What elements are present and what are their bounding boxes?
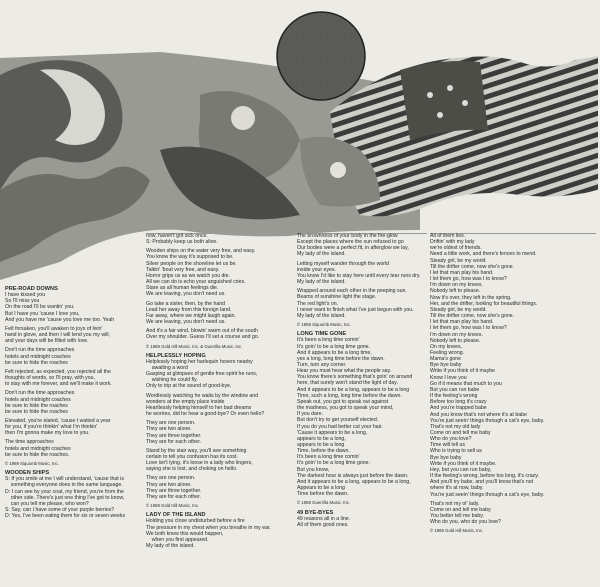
- copyright-line: © 1969 Guerrilla Music, Inc.: [297, 500, 351, 506]
- lyric-verse: Don't run the time approaches hotels and midnight coaches be sure to hide the roaches be sure to hide the roaches: [5, 390, 75, 415]
- lyric-verse: Elevated, you're elated, 'cause I waited a year for you, if you're thinkin' what I'm thinkin' then I'm gonna make my love to you.: [5, 417, 111, 437]
- lyric-verse: Felt forsaken, you'll awaken to joys of livin' hand in glove, and then I will lend you my will, and your days will be filled with love.: [5, 325, 110, 345]
- lyric-verse: Holding you close undisturbed before a fire The pressure in my chest when you breathe in my ear. We both knew this would happen, when you first appeared. My lady of the island.: [146, 518, 271, 550]
- lyric-verse: now, haven't got sick once. S: Probably keep us both alive.: [146, 233, 218, 246]
- lyrics-column-2: [146, 233, 291, 585]
- lyric-verse: I have kissed you So I'll miss you On the road I'll be wantin' you. But I have you 'cause I love you, And you have me 'cause you love me too. Yeah: [5, 292, 115, 323]
- song-title: LADY OF THE ISLAND: [146, 512, 206, 519]
- copyright-line: © 1969 Siquomb Music, Inc.: [5, 460, 59, 466]
- song-title: HELPLESSLY HOPING: [146, 352, 206, 359]
- copyright-line: © 1969 Gold Hill Music, Inc. & Guerrilla Music, Inc.: [146, 343, 243, 349]
- lyric-verse: Don't run the time approaches hotels and midnight coaches be sure to hide the roaches: [5, 347, 75, 366]
- lyric-verse: That's not my ol' lady. Come on and tell me baby. You better tell me baby. Who do you, who do you love?: [430, 500, 501, 526]
- lyrics-column-4: [430, 233, 596, 585]
- lyric-verse: All of them lies. Driftin' with my lady we're oldest of friends. Need a little work, and there's fences to mend. Steady girl, be my world. Till the drifter come, now she's gone. I let that man play his hand. I let them go, how was I to know? I'm down on my knees. Nobody left to please. Now it's over, they left in the spring. Her, and the drifter, looking for beautiful things. Steady girl, be my world. Till the drifter come, now she's gone. I let that man play his hand. I let them go, how was I to know? I'm down on my knees. Nobody left to please. On my knees, Feeling wrong. Mama's gone Bye bye baby Write if you think of it maybe Know I love you Go if it means that much to you But you can run babe If the feeling's wrong Before too long it's crazy And you're trapped babe And you know that's not where it's at babe You're just seein' things through a cat's eye, baby. That's not my old lady Come on and tell me baby Who do you love? Time will tell us Who is trying to sell us Bye bye baby Write if you think of it maybe. Hey, but you can run baby, If the feeling's wrong, before too long, it's crazy. And you'll try babe, and you'll know that's not where it's at now, baby. You're just seein' things through a cat's eye, baby.: [430, 233, 545, 498]
- lyric-verse: Wrapped around each other in the peeping sun. Beams of sunshine light the stage. The red light's on. I never want to finish what I've just begun with you. My lady of the island.: [297, 288, 414, 319]
- song-title: WOODEN SHIPS: [5, 470, 50, 477]
- lyric-verse: Stand by the stair way, you'll see something certain to tell you confusion has its cost. Love isn't lying, it's loose in a lady who lingers, saying she is lost, and choking on hello.: [146, 447, 253, 473]
- lyric-verse: They are one person. They are two alone. They are three together. They are for each other.: [146, 475, 202, 500]
- lyric-verse: Letting myself wander through the world inside your eyes. You know I'd like to stay here until every tear runs dry. My lady of the island.: [297, 260, 421, 286]
- lyric-verse: Felt rejected, as expected, you rejected all the thoughts of words, so I'll pray, with you, to stay with me forever, and we'll make it work.: [5, 368, 112, 388]
- copyright-line: © 1969 Gold Hill Music, Inc.: [430, 528, 484, 534]
- lyric-verse: The brownness of your body in the fire-glow Except the places where the sun refused to go Our bodies were a perfect fit, in afterglow we lay, My lady of the island.: [297, 233, 409, 258]
- song-title: PRE-ROAD DOWNS: [5, 286, 58, 292]
- lyric-verse: Helplessly hoping her harlequin hovers nearby awaiting a word Gasping at glimpses of gentle free spirit he runs, wishing he could fly. Only to trip at the sound of good-bye.: [146, 358, 258, 390]
- lyric-verse: And it's a fair wind, blowin' warm out of the south Over my shoulder. Guess I'll set a course and go.: [146, 328, 260, 341]
- lyric-verse: Go take a sister, then, by the hand Lead her away from this foreign land. Far away, where we might laugh again. We are leaving, you don't need us.: [146, 300, 236, 326]
- lyrics-column-3: [297, 233, 427, 585]
- lyric-verse: The time approaches hotels and midnight coaches be sure to hide the roaches.: [5, 439, 71, 458]
- lyric-verse: 49 reasons all in a line. All of them good ones.: [297, 515, 351, 528]
- lyric-verse: S: If you smile at me I will understand, 'cause that is something everyone does in the same language. D: I can see by your coat, my friend, you're from the other side. There's just one thing I've got to know, can you tell me please, who won? S: Say, can I have some of your purple berries? D: Yes, I've been eating them for six or seven weeks: [5, 476, 126, 520]
- lyric-verse: They are one person. They are two alone. They are three together. They are for each other.: [146, 420, 202, 445]
- lyric-verse: Wooden ships on the water very free, and easy. You know the way it's supposed to be. Silver people on the shoreline let us be. Talkin' 'bout very free, and easy. Horror grips us as we watch you die. All we can do is echo your anguished cries. Stare as all human feelings die. We are leaving, you don't need us.: [146, 248, 256, 298]
- copyright-line: © 1969 Siquomb Music, Inc.: [297, 322, 351, 328]
- lyrics-column-1: [5, 283, 143, 585]
- song-title: LONG TIME GONE: [297, 331, 347, 338]
- song-title: 49 BYE-BYES: [297, 509, 334, 516]
- lyric-verse: Wordlessly watching he waits by the window and wonders at the empty place inside Heartlessly helping himself to her bad dreams he worries, did he hear a good-bye? Or even hello?: [146, 392, 265, 418]
- lyric-verse: It's been a long time comin' It's goin' to be a long time gone. And it appears to be a long time, yes a long, long time before the dawn. Turn, turn any corner. Hear you must hear what the people say. You know there's something that's goin' on around here, that surely won't stand the light of day. And it appears to be a long, appears to be a long Time, such a long, long time before the dawn. Speak out, you got to speak out against the madness, you got to speak your mind, If you dare. But don't try to get yourself elected. If you do you had better cut your hair. 'Cause it appears to be a long, appears to be a long, appears to be a long Time, before the dawn. It's been a long time comin' It's goin' to be a long time gone. But you know, The darkest hour is always just before the dawn. And it appears to be a long, appears to be a long, Appears to be a long Time before the dawn.: [297, 337, 413, 498]
- copyright-line: © 1969 Gold Hill Music, Inc.: [146, 503, 200, 509]
